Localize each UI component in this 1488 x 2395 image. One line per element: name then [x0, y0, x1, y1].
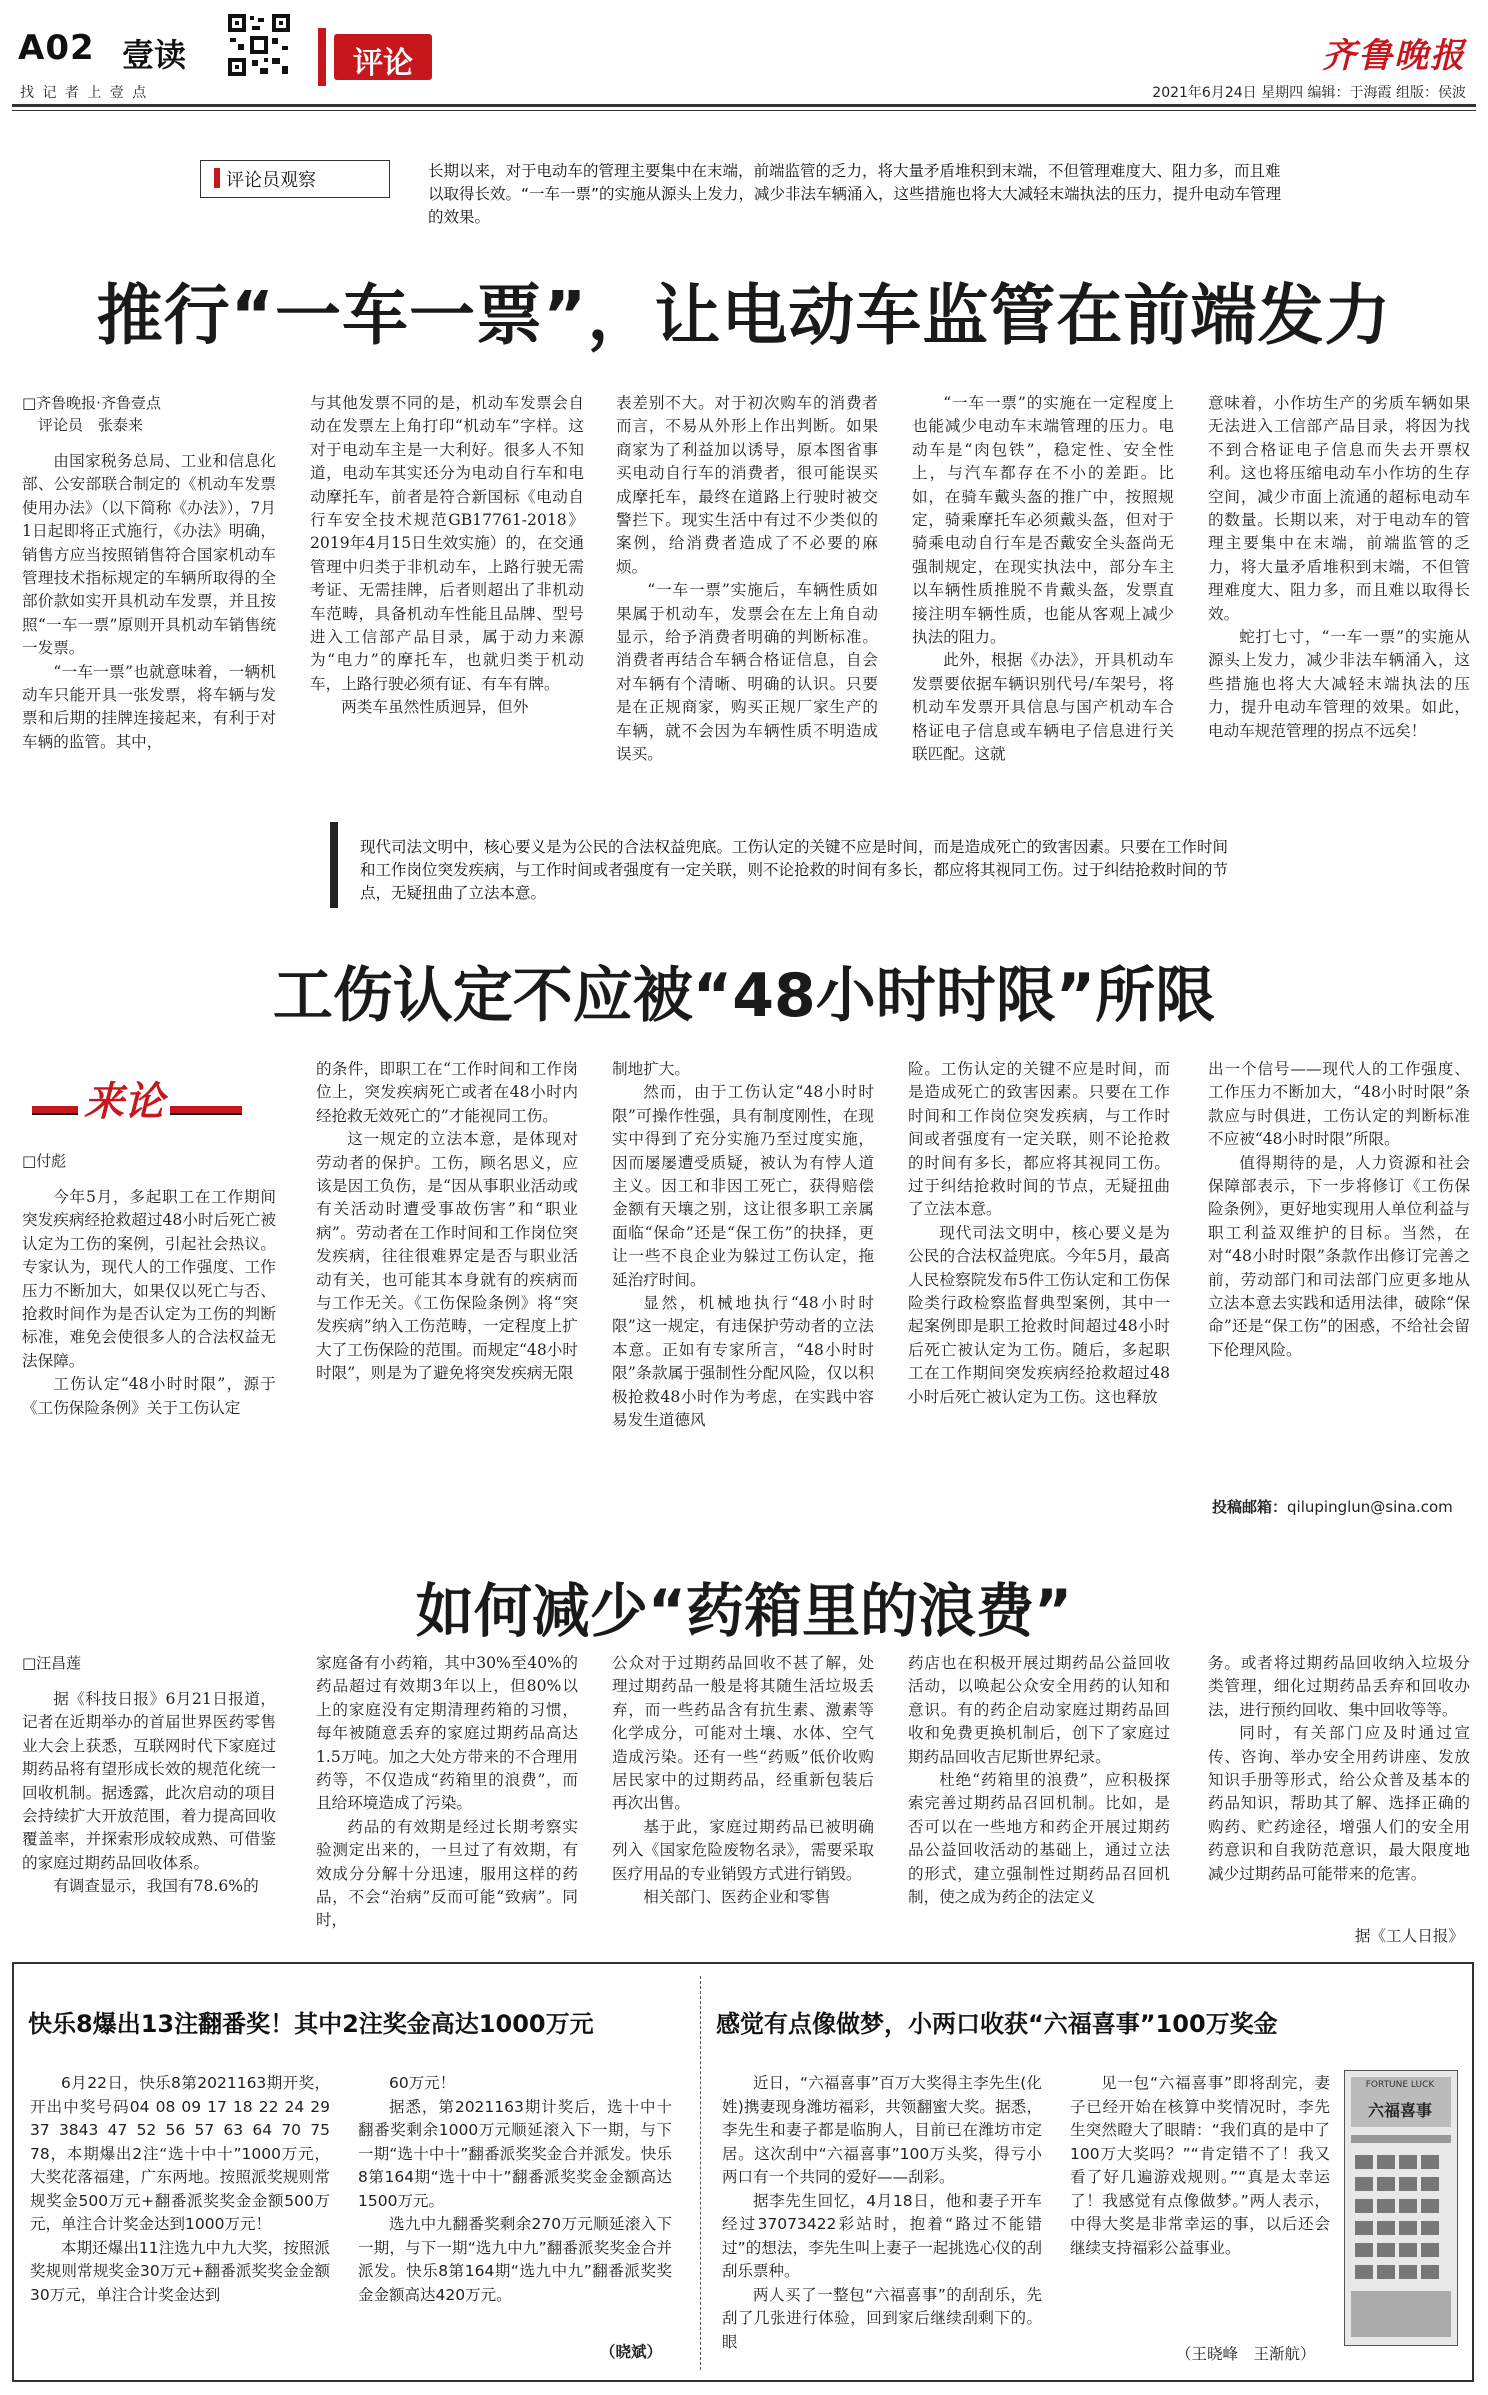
article2-col2: [316, 1058, 578, 1534]
paper-logo: 齐鲁晚报: [1322, 36, 1466, 76]
article1-col3-p1: 表差别不大。对于初次购车的消费者而言，不易从外形上作出判断。如果商家为了利益加以诱导，原本图省事买电动自行车的消费者，很可能误买成摩托车，最终在道路上行驶时被交警拦下。现实生活中有过不少类似的案例，给消费者造成了不必要的麻烦。: [616, 394, 878, 576]
masthead-rule: [12, 104, 1476, 107]
article1-col3: [616, 392, 878, 782]
article1-col4-p2: 此外，根据《办法》，开具机动车发票要依据车辆识别代号/车架号，将机动车发票开具信息与国产机动车合格证电子信息或车辆电子信息进行关联匹配。这就: [912, 651, 1174, 764]
article1-col2-p2: 两类车虽然性质迥异，但外: [341, 698, 529, 717]
article2-col4-p2: 现代司法文明中，核心要义是为公民的合法权益兜底。今年5月，最高人民检察院发布5件工伤认定和工伤保险类行政检察监督典型案例，其中一起案例即是职工抢救时间超过48小时后死亡被认定为工伤。随后，多起职工在工作期间突发疾病经抢救超过48小时后死亡被认定为工伤。这也释放: [908, 1223, 1170, 1406]
article2-col4-p1: 险。工伤认定的关键不应是时间，而是造成死亡的致害因素。只要在工作时间和工作岗位突发疾病，与工作时间或者强度有一定关联，则不论抢救的时间有多长，都应将其视同工伤。过于纠结抢救时间的节点，无疑扭曲了立法本意。: [908, 1060, 1170, 1219]
lottery-r1-p2: 据李先生回忆，4月18日，他和妻子开车经过37073422彩站时，抱着“路过不能错过”的想法，李先生叫上妻子一起挑选心仪的刮刮乐票种。: [722, 2191, 1042, 2280]
article3-col1-p1: 据《科技日报》6月21日报道，记者在近期举办的首届世界医药零售业大会上获悉，互联网时代下家庭过期药品将有望形成长效的规范化统一回收机制。据透露，此次启动的项目会持续扩大开放范围，着力提高回收覆盖率，并探索形成较成熟、可借鉴的家庭过期药品回收体系。: [22, 1690, 276, 1872]
section-tag-box: [318, 28, 326, 86]
article1-col4: [912, 392, 1174, 782]
article3-col3-p3: 相关部门、医药企业和零售: [643, 1888, 831, 1907]
article2-title: 工伤认定不应被“48小时时限”所限: [272, 961, 1216, 1031]
article1-lead: 长期以来，对于电动车的管理主要集中在末端，前端监管的乏力，将大量矛盾堆积到末端，不但管理难度大、阻力多，而且难以取得长效。“一车一票”的实施从源头上发力，减少非法车辆涌入，这些措施也将大大减轻末端执法的压力，提升电动车管理的效果。: [428, 162, 1282, 226]
article1-col1-p1: 由国家税务总局、工业和信息化部、公安部联合制定的《机动车发票使用办法》（以下简称《办法》），7月1日起即将正式施行，《办法》明确，销售方应当按照销售符合国家机动车管理技术指标规定的车辆所取得的全部价款如实开具机动车发票，并且按照“一车一票”原则开具机动车销售统一发票。: [22, 452, 276, 658]
article2-lead: 现代司法文明中，核心要义是为公民的合法权益兜底。工伤认定的关键不应是时间，而是造成死亡的致害因素。只要在工作时间和工作岗位突发疾病，与工作时间或者强度有一定关联，则不论抢救的时间有多长，都应将其视同工伤。过于纠结抢救时间的节点，无疑扭曲了立法本意。: [360, 838, 1229, 902]
article2-col1: [22, 1150, 276, 1534]
article1-col5: [1208, 392, 1470, 782]
lottery-l2-p1: 60万元！: [389, 2074, 456, 2092]
article3-title: 如何减少“药箱里的浪费”: [415, 1577, 1073, 1645]
article1-tag: 评论员观察: [226, 170, 316, 191]
column-tag-label: 评论: [353, 46, 413, 81]
article2-col3-p1: 制地扩大。: [612, 1060, 690, 1078]
article3-col1-p2: 有调查显示，我国有78.6%的: [53, 1877, 259, 1896]
article1-col1-p2: “一车一票”也就意味着，一辆机动车只能开具一张发票，将车辆与发票和后期的挂牌连接起来，有利于对车辆的监管。其中，: [22, 662, 276, 751]
article2-col5-p1: 出一个信号——现代人的工作强度、工作压力不断加大，“48小时时限”条款应与时俱进，工伤认定的判断标准不应被“48小时时限”所限。: [1208, 1060, 1470, 1149]
lottery-right-col2: [1070, 2072, 1330, 2362]
article3-col3-p1: 公众对于过期药品回收不甚了解，处理过期药品一般是将其随生活垃圾丢弃，而一些药品含有抗生素、激素等化学成分，可能对土壤、水体、空气造成污染。还有一些“药贩”低价收购居民家中的过期药品，经重新包装后再次出售。: [612, 1654, 874, 1813]
article3-col1: [22, 1652, 276, 1952]
lottery-l1-p1: 6月22日，快乐8第2021163期开奖，开出中奖号码04 08 09 17 18 22 24 29 37 3843 47 52 56 57 63 64 70 75 78，本期爆出2注“选十中十”1000万元，大奖花落福建，广东两地。按照派奖规则常规奖金500万元+翻番派奖奖金金额500万元，单注合计奖金达到1000万元！: [30, 2074, 330, 2233]
article1-byline2: 评论员 张泰来: [38, 416, 144, 434]
article1-byline1: □齐鲁晚报·齐鲁壹点: [22, 394, 161, 412]
lottery-ticket-sub: FORTUNE LUCK: [1365, 2080, 1435, 2090]
lottery-r1-p1: 近日，“六福喜事”百万大奖得主李先生(化姓)携妻现身潍坊福彩，共领翻蜜大奖。据悉，李先生和妻子都是临朐人，目前已在潍坊市定居。这次刮中“六福喜事”100万头奖，得亏小两口有一个共同的爱好——刮彩。: [722, 2074, 1042, 2186]
masthead-slogan: 找 记 者 上 壹 点: [20, 85, 149, 101]
lottery-r2-p1: 见一包“六福喜事”即将刮完，妻子已经开始在核算中奖情况时，李先生突然瞪大了眼睛：“我们真的是中了100万大奖吗？”“肯定错不了！我又看了好几遍游戏规则。”“真是太幸运了！我感觉有点像做梦。”两人表示，中得大奖是非常幸运的事，以后还会继续支持福彩公益事业。: [1070, 2074, 1330, 2257]
article3-byline: □汪昌莲: [22, 1654, 82, 1672]
lottery-right-col1: [722, 2072, 1042, 2362]
article3-col5-p1: 务。或者将过期药品回收纳入垃圾分类管理，细化过期药品丢弃和回收办法，进行预约回收、集中回收等等。: [1208, 1654, 1470, 1719]
lottery-l1-p2: 本期还爆出11注选九中九大奖，按照派奖规则常规奖金30万元+翻番派奖奖金金额30万元，单注合计奖金达到: [30, 2238, 330, 2304]
qr-code-icon[interactable]: [226, 12, 292, 78]
lottery-right-signature: （王晓峰 王渐航）: [1176, 2345, 1316, 2363]
article1-col2-p1: 与其他发票不同的是，机动车发票会自动在发票左上角打印“机动车”字样。这对于电动车主是一大利好。很多人不知道，电动车其实还分为电动自行车和电动摩托车，前者是符合新国标《电动自行车安全技术规范GB17761-2018》2019年4月15日生效实施）的，在交通管理中归类于非机动车，上路行驶无需考证、无需挂牌，后者则超出了非机动车范畴，具备机动车性能且品牌、型号进入工信部产品目录，属于动力来源为“电力”的摩托车，也就归类于机动车，上路行驶必须有证、有车有牌。: [310, 394, 584, 693]
article2-col4: [908, 1058, 1170, 1534]
article2-col2-p1: 的条件，即职工在“工作时间和工作岗位上，突发疾病死亡或者在48小时内经抢救无效死亡的”才能视同工伤。: [316, 1060, 578, 1125]
lottery-r1-p3: 两人买了一整包“六福喜事”的刮刮乐，先刮了几张进行体验，回到家后继续刮剩下的。眼: [722, 2285, 1042, 2351]
article1-col5-p2: 蛇打七寸，“一车一票”的实施从源头上发力，减少非法车辆涌入，这些措施也将大大减轻末端执法的压力，提升电动车管理的效果。如此，电动车规范管理的拐点不远矣！: [1208, 628, 1470, 740]
article2-tag: 来论: [78, 1070, 170, 1127]
article3-col4: [908, 1652, 1170, 1952]
lottery-left-title: 快乐8爆出13注翻番奖！其中2注奖金高达1000万元: [28, 2010, 594, 2038]
article1-title: 推行“一车一票”，让电动车监管在前端发力: [96, 277, 1392, 354]
article3-col4-p1: 药店也在积极开展过期药品公益回收活动，以唤起公众安全用药的认知和意识。有的药企启动家庭过期药品回收和免费更换机制后，创下了家庭过期药品回收吉尼斯世界纪录。: [908, 1654, 1170, 1766]
article3-col5-p2: 同时，有关部门应及时通过宣传、咨询、举办安全用药讲座、发放知识手册等形式，给公众普及基本的药品知识，帮助其了解、选择正确的购药、贮药途径，增强人们的安全用药意识和自我防范意识，最大限度地减少过期药品可能带来的危害。: [1208, 1724, 1470, 1883]
article1-col5-p1: 意味着，小作坊生产的劣质车辆如果无法进入工信部产品目录，将因为找不到合格证电子信息而失去开票权利。这也将压缩电动车小作坊的生存空间，减少市面上流通的超标电动车的数量。长期以来，对于电动车的管理主要集中在末端，前端监管的乏力，将大量矛盾堆积到末端，不但管理难度大、阻力多，而且难以取得长效。: [1208, 394, 1470, 623]
lottery-l2-p3: 选九中九翻番奖剩余270万元顺延滚入下一期，与下一期“选九中九”翻番派奖奖金合并派发。快乐8第164期“选九中九”翻番派奖奖金金额高达420万元。: [358, 2215, 672, 2304]
article1-tag-bar: [214, 168, 220, 188]
article1-col2: [310, 392, 584, 782]
article2-col2-p2: 这一规定的立法本意，是体现对劳动者的保护。工伤，顾名思义，应该是因工负伤，是“因从事职业活动或有关活动时遭受事故伤害”和“职业病”。劳动者在工作时间和工作岗位突发疾病，往往很难界定是否与职业活动有关，也可能其本身就有的疾病而与工作无关。《工伤保险条例》将“突发疾病”纳入工伤范畴，一定程度上扩大了工伤保险的范围。而规定“48小时时限”，则是为了避免将突发疾病无限: [316, 1130, 578, 1383]
masthead-rule-thin: [12, 110, 1476, 111]
article2-col3: [612, 1058, 874, 1534]
article3-source: 据《工人日报》: [1354, 1927, 1464, 1945]
lottery-l2-p2: 据悉，第2021163期计奖后，选十中十翻番奖剩余1000万元顺延滚入下一期，与下一期“选十中十”翻番派奖奖金合并派发。快乐8第164期“选十中十”翻番派奖奖金金额高达1500万元。: [358, 2097, 672, 2210]
lottery-right-title: 感觉有点像做梦，小两口收获“六福喜事”100万奖金: [716, 2010, 1278, 2038]
article2-byline: □付彪: [22, 1152, 67, 1170]
page-number: A02: [18, 28, 95, 68]
article1-col1: [22, 392, 276, 782]
lottery-left-col1: [30, 2072, 330, 2362]
article2-col1-p2: 工伤认定“48小时时限”，源于《工伤保险条例》关于工伤认定: [22, 1375, 276, 1417]
article2-lead-bar: [330, 822, 338, 908]
email-address[interactable]: qilupinglun@sina.com: [1287, 1498, 1453, 1516]
article3-col2-p1: 家庭备有小药箱，其中30%至40%的药品超过有效期3年以上，但80%以上的家庭没有定期清理药箱的习惯，每年被随意丢弃的家庭过期药品高达1.5万吨。加之大处方带来的不合理用药等，不仅造成“药箱里的浪费”，而且给环境造成了污染。: [316, 1654, 578, 1813]
article2-col3-p2: 然而，由于工伤认定“48小时时限”可操作性强，具有制度刚性，在现实中得到了充分实施乃至过度实施，因而屡屡遭受质疑，被认为有悖人道主义。因工和非因工死亡，获得赔偿金额有天壤之别，这让很多职工亲属面临“保命”还是“保工伤”的抉择，更让一些不良企业为躲过工伤认定，拖延治疗时间。: [612, 1083, 874, 1289]
article2-email[interactable]: [1212, 1496, 1453, 1517]
article3-col4-p2: 杜绝“药箱里的浪费”，应积极探索完善过期药品召回机制。比如，是否可以在一些地方和药企开展过期药品公益回收活动的基础上，通过立法的形式，建立强制性过期药品召回机制，使之成为药企的法定义: [908, 1771, 1170, 1907]
article2-col3-p3: 显然，机械地执行“48小时时限”这一规定，有违保护劳动者的立法本意。正如有专家所言，“48小时时限”条款属于强制性分配风险，仅以积极抢救48小时作为考虑，在实践中容易发生道德风: [612, 1294, 874, 1430]
article3-col3: [612, 1652, 874, 1952]
email-label: 投稿邮箱：: [1212, 1498, 1288, 1516]
article3-col2: [316, 1652, 578, 1952]
lottery-ticket-label: 六福喜事: [1367, 2101, 1432, 2120]
article3-col3-p2: 基于此，家庭过期药品已被明确列入《国家危险废物名录》，需要采取医疗用品的专业销毁方式进行销毁。: [612, 1817, 874, 1883]
article2-col1-p1: 今年5月，多起职工在工作期间突发疾病经抢救超过48小时后死亡被认定为工伤的案例，引起社会热议。专家认为，现代人的工作强度、工作压力不断加大，如果仅以死亡与否、抢救时间作为是否认定为工伤的判断标准，难免会使很多人的合法权益无法保障。: [22, 1188, 276, 1370]
article3-col2-p2: 药品的有效期是经过长期考察实验测定出来的，一旦过了有效期，有效成分分解十分迅速，服用这样的药品，不会“治病”反而可能“致病”。同时，: [316, 1817, 578, 1930]
article1-col3-p2: “一车一票”实施后，车辆性质如果属于机动车，发票会在左上角自动显示，给予消费者明确的判断标准。消费者再结合车辆合格证信息，自会对车辆有个清晰、明确的认识。只要是在正规商家，购买正规厂家生产的车辆，就不会因为车辆性质不明造成误买。: [616, 581, 878, 764]
date-line: 2021年6月24日 星期四 编辑：于海霞 组版：侯波: [1152, 85, 1466, 101]
lottery-left-col2: [358, 2072, 672, 2362]
article3-col5: [1208, 1652, 1470, 1914]
article2-col5-p2: 值得期待的是，人力资源和社会保障部表示，下一步将修订《工伤保险条例》，更好地实现用人单位利益与职工利益双维护的目标。当然，在对“48小时时限”条款作出修订完善之前，劳动部门和司法部门应更多地从立法本意去实践和适用法律，破除“保命”还是“保工伤”的困惑，不给社会留下伦理风险。: [1208, 1153, 1470, 1359]
section-name: 壹读: [122, 36, 187, 74]
article1-col4-p1: “一车一票”的实施在一定程度上也能减少电动车末端管理的压力。电动车是“肉包铁”，稳定性、安全性上，与汽车都存在不小的差距。比如，在骑车戴头盔的推广中，按照规定，骑乘摩托车必须戴头盔，但对于骑乘电动自行车是否戴安全头盔尚无强制规定，在现实执法中，部分车主以车辆性质推脱不肯戴头盔，发票直接注明车辆性质，也能从客观上减少执法的阻力。: [912, 394, 1174, 647]
lottery-divider: [700, 1976, 702, 2370]
lottery-left-signature: （晓斌）: [600, 2343, 663, 2361]
article2-col5: [1208, 1058, 1470, 1488]
